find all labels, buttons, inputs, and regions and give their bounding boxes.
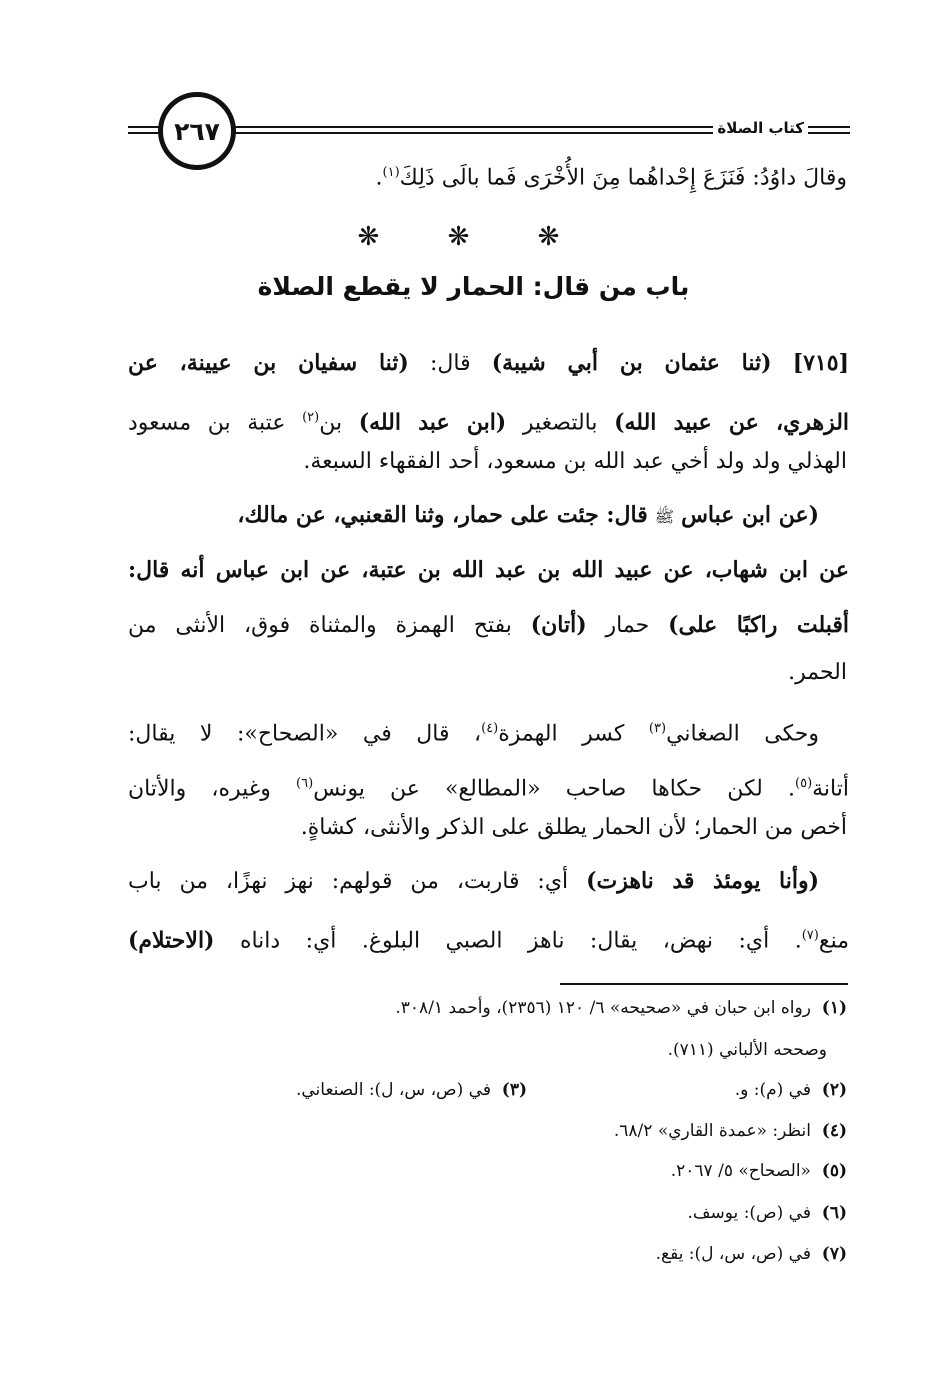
paragraph-line: عن ابن شهاب، عن عبيد الله بن عبد الله بن عتبة، عن ابن عباس أنه قال: (128, 557, 849, 583)
honorific: ﷺ (654, 507, 675, 526)
footnote-separator (560, 983, 848, 985)
bold-span: أقبلت راكبًا على) (668, 612, 850, 638)
page-number-badge (158, 92, 236, 170)
text-span: بفتح الهمزة والمثناة فوق، الأنثى من (128, 613, 512, 638)
footnote-number: (٤) (821, 1121, 847, 1141)
text-span: . (375, 165, 383, 191)
text-span: . أي: نهض، يقال: ناهز الصبي البلوغ. أي: داناه (239, 928, 802, 954)
paragraph-line (128, 852, 819, 911)
text-span: منع (818, 928, 849, 954)
footnote-text: في (ص): يوسف. (687, 1203, 811, 1223)
paragraph-line (128, 596, 849, 655)
page-number: ٢٦٧ (174, 116, 220, 146)
text-span: أي: قاربت، من قولهم: نهز نهزًا، من باب (128, 869, 569, 894)
bold-span: (أتان) (530, 612, 587, 638)
page-header (128, 92, 850, 174)
footnote-ref: (١) (382, 165, 400, 180)
text-span: وقالَ داوُدُ: فَنَزَعَ إِحْداهُما مِنَ الأُخْرَى فَما بالَى ذَلِكَ (399, 165, 847, 191)
footnote-text: رواه ابن حبان في «صحيحه» ٦/ ١٢٠ (٢٣٥٦)، وأحمد ٣٠٨/١. (395, 998, 811, 1018)
text-span: قال: (429, 351, 471, 376)
footnote-text: في (ص، س، ل): الصنعاني. (295, 1080, 491, 1100)
text-line-1 (376, 165, 847, 190)
footnote-7 (656, 1244, 847, 1264)
running-title: كتاب الصلاة (713, 119, 808, 137)
text-span: بالتصغير (522, 410, 598, 436)
footnote-1 (395, 998, 847, 1018)
footnote-text: في (م): و. (734, 1080, 811, 1100)
footnote-3 (296, 1080, 527, 1100)
text-span: أتانة (812, 776, 849, 802)
footnote-ref: (٥) (795, 776, 813, 791)
text-span: ، قال في «الصحاح»: لا يقال: (128, 721, 482, 747)
bold-span: (وأنا يومئذ قد ناهزت) (586, 868, 819, 894)
bold-span: (عن ابن عباس (681, 502, 819, 528)
text-span: وحكى الصغاني (666, 721, 819, 747)
text-span: بن (319, 410, 343, 436)
footnote-ref: (٣) (648, 721, 667, 736)
footnote-4 (614, 1121, 847, 1141)
paragraph-line (128, 755, 849, 818)
footnote-ref: (٦) (296, 776, 314, 791)
paragraph-line (128, 907, 849, 970)
footnote-text: في (ص، س، ل): يقع. (655, 1244, 811, 1264)
text-span: حمار (605, 613, 650, 638)
text-span: وغيره، والأتان (128, 776, 271, 802)
paragraph-line (128, 389, 849, 452)
paragraph-line (128, 334, 849, 393)
text-span: كسر الهمزة (498, 721, 625, 747)
footnote-number: (٣) (501, 1080, 527, 1100)
footnote-number: (١) (821, 998, 847, 1018)
paragraph-line: أخص من الحمار؛ لأن الحمار يطلق على الذكر والأنثى، كشاةٍ. (300, 815, 847, 840)
paragraph-line: الحمر. (788, 660, 847, 685)
hadith-number: [٧١٥] (792, 350, 849, 376)
section-separator-stars: ❋ ❋ ❋ (357, 222, 590, 252)
footnote-ref: (٧) (801, 928, 819, 943)
chapter-title: باب من قال: الحمار لا يقطع الصلاة (257, 272, 690, 301)
footnote-text: «الصحاح» ٥/ ٢٠٦٧. (670, 1161, 811, 1181)
bold-span: الزهري، عن عبيد الله) (614, 409, 850, 436)
footnote-text: انظر: «عمدة القاري» ٦٨/٢. (613, 1121, 811, 1141)
bold-span: (ثنا عثمان بن أبي شيبة) (491, 350, 772, 376)
paragraph-line (128, 700, 819, 763)
footnote-1-continued: وصححه الألباني (٧١١). (667, 1040, 827, 1060)
bold-span: قال: جئت على حمار، وثنا القعنبي، عن مالك، (237, 502, 648, 528)
footnote-number: (٢) (821, 1080, 847, 1100)
footnote-6 (688, 1203, 847, 1223)
footnote-2 (735, 1080, 847, 1100)
footnote-ref: (٤) (481, 721, 499, 736)
footnote-number: (٧) (821, 1244, 847, 1264)
bold-span: (ابن عبد الله) (358, 409, 507, 436)
footnote-ref: (٢) (302, 410, 320, 425)
footnote-number: (٦) (821, 1203, 847, 1223)
paragraph-line: الهذلي ولد ولد أخي عبد الله بن مسعود، أحد الفقهاء السبعة. (303, 449, 847, 474)
bold-span: (ثنا سفيان بن عيينة، عن (128, 350, 409, 376)
text-span: . لكن حكاها صاحب «المطالع» عن يونس (313, 776, 795, 802)
paragraph-line (237, 502, 819, 530)
footnote-5 (671, 1161, 847, 1181)
footnote-number: (٥) (821, 1161, 847, 1181)
bold-span: (الاحتلام) (128, 927, 215, 954)
text-span: عتبة بن مسعود (128, 410, 286, 436)
